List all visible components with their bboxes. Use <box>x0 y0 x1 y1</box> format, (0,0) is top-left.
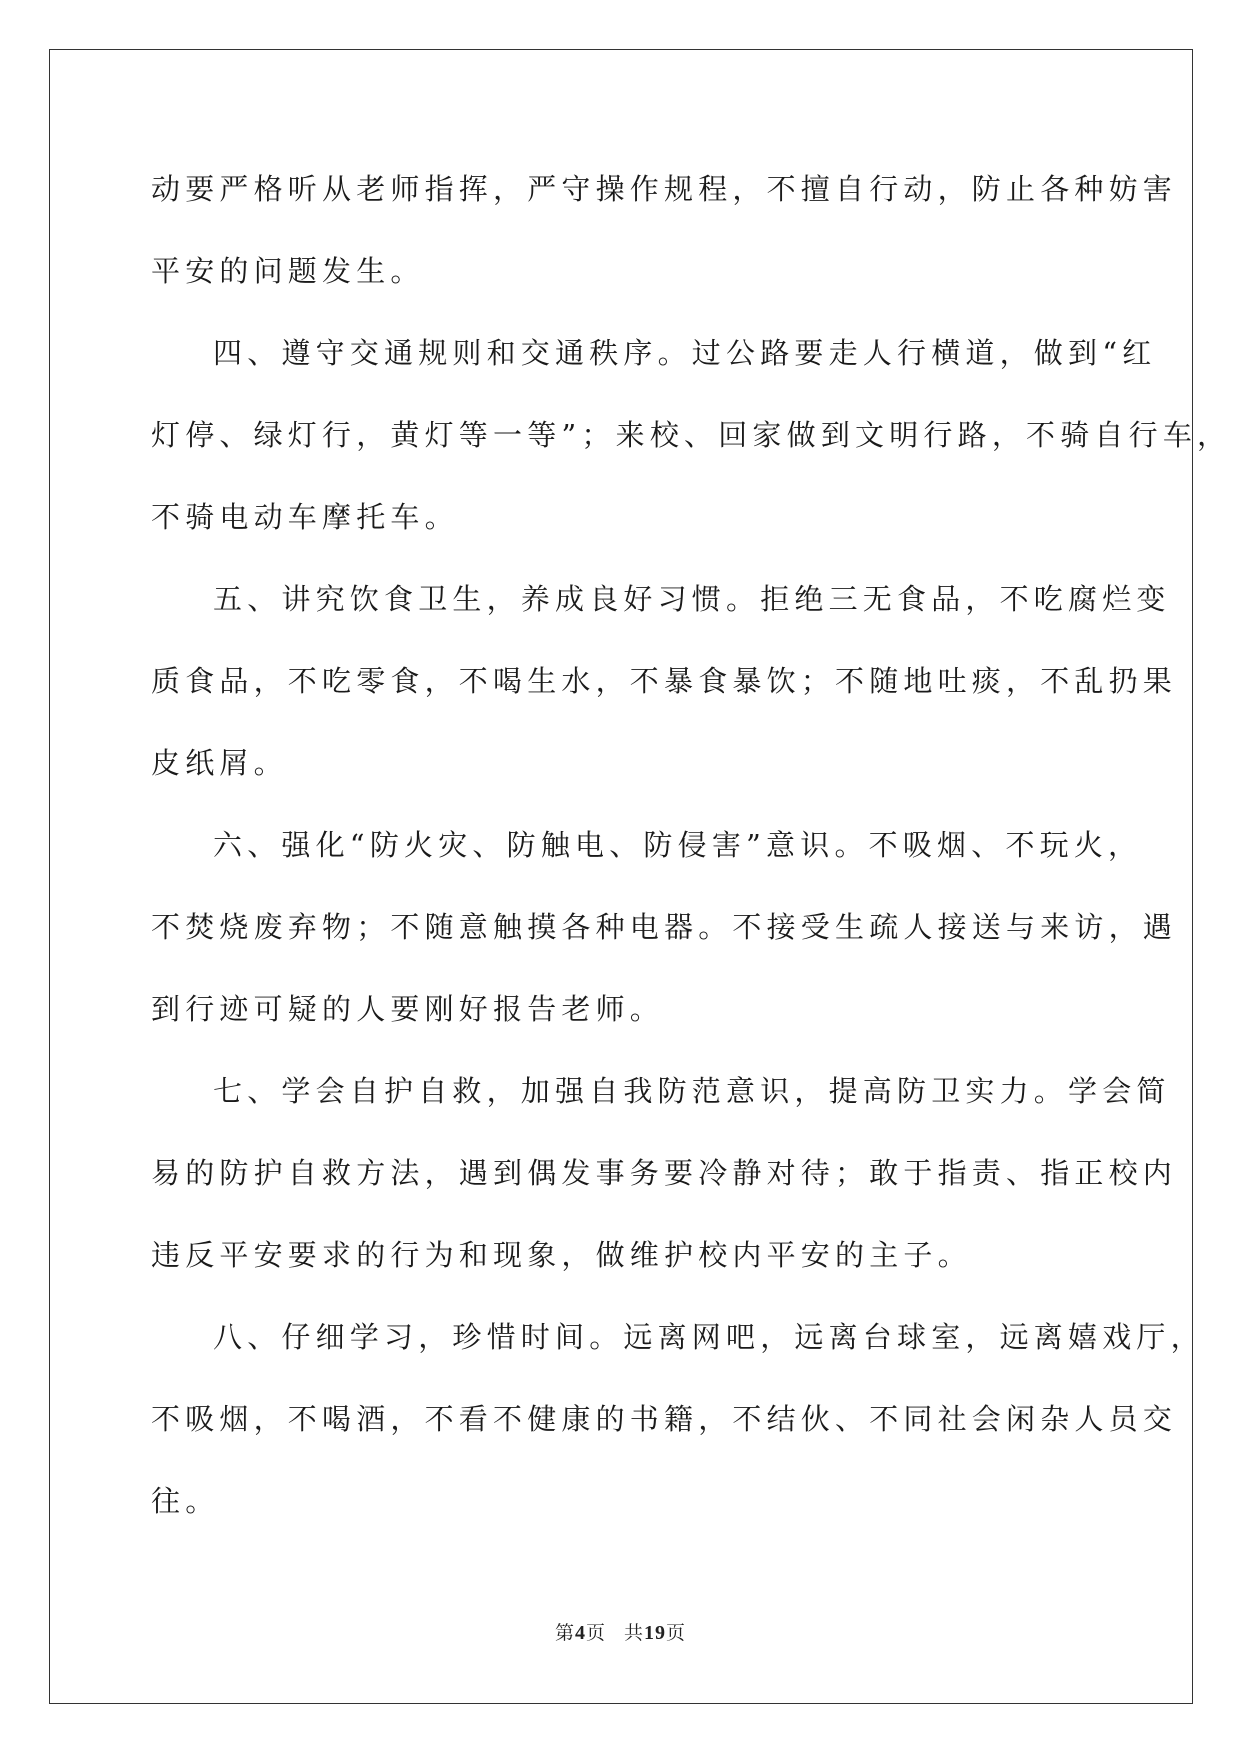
paragraph-continuation <box>151 160 1178 324</box>
text-line: 到行迹可疑的人要刚好报告老师。 <box>151 992 665 1026</box>
text-line: 灯停、绿灯行，黄灯等一等”；来校、回家做到文明行路，不骑自行车， <box>151 418 1232 452</box>
page-footer <box>0 1618 1241 1645</box>
paragraph-item-8 <box>151 1308 1205 1554</box>
text-line: 六、强化“防火灾、防触电、防侵害”意识。不吸烟、不玩火， <box>213 828 1143 862</box>
text-line: 八、仔细学习，珍惜时间。远离网吧，远离台球室，远离嬉戏厅， <box>213 1320 1205 1354</box>
text-line: 质食品，不吃零食，不喝生水，不暴食暴饮；不随地吐痰，不乱扔果 <box>151 664 1178 698</box>
paragraph-item-5 <box>151 570 1178 816</box>
text-line: 皮纸屑。 <box>151 746 288 780</box>
page-number: 4 <box>574 1622 586 1644</box>
text-line: 动要严格听从老师指挥，严守操作规程，不擅自行动，防止各种妨害 <box>151 172 1178 206</box>
document-body <box>151 160 1232 1554</box>
text-line: 不吸烟，不喝酒，不看不健康的书籍，不结伙、不同社会闲杂人员交 <box>151 1402 1178 1436</box>
text-line: 四、遵守交通规则和交通秩序。过公路要走人行横道，做到“红 <box>213 336 1157 370</box>
page-prefix: 第 <box>554 1623 575 1644</box>
text-line: 违反平安要求的行为和现象，做维护校内平安的主子。 <box>151 1238 972 1272</box>
text-line: 平安的问题发生。 <box>151 254 425 288</box>
paragraph-item-4 <box>151 324 1232 570</box>
text-line: 七、学会自护自救，加强自我防范意识，提高防卫实力。学会简 <box>213 1074 1171 1108</box>
text-line: 不焚烧废弃物；不随意触摸各种电器。不接受生疏人接送与来访，遇 <box>151 910 1178 944</box>
total-prefix: 共 <box>624 1623 645 1644</box>
paragraph-item-6 <box>151 816 1178 1062</box>
text-line: 易的防护自救方法，遇到偶发事务要冷静对待；敢于指责、指正校内 <box>151 1156 1178 1190</box>
total-pages: 19 <box>644 1622 667 1644</box>
text-line: 五、讲究饮食卫生，养成良好习惯。拒绝三无食品，不吃腐烂变 <box>213 582 1171 616</box>
page-suffix: 页 <box>585 1623 606 1644</box>
total-suffix: 页 <box>666 1623 687 1644</box>
paragraph-item-7 <box>151 1062 1178 1308</box>
text-line: 往。 <box>151 1484 220 1518</box>
text-line: 不骑电动车摩托车。 <box>151 500 459 534</box>
